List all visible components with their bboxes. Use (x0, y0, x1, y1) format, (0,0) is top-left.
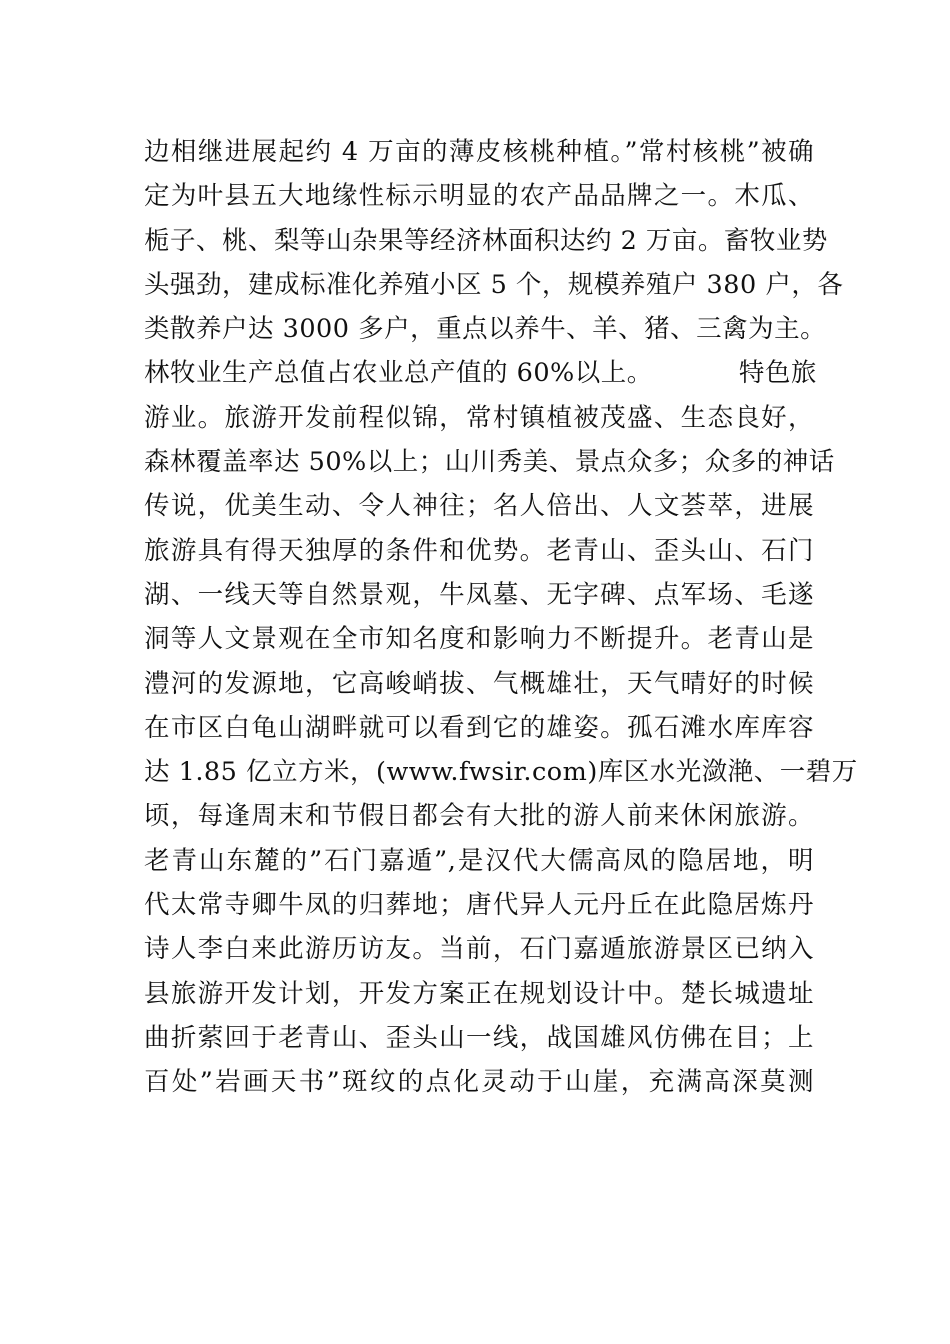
text-line: 百处”岩画天书”斑纹的点化灵动于山崖，充满高深莫测 (144, 1067, 814, 1098)
text-line: 旅游具有得天独厚的条件和优势。老青山、歪头山、石门 (144, 535, 814, 566)
body-text (144, 130, 858, 1105)
text-line: 林牧业生产总值占农业总产值的 60%以上。 特色旅 (144, 358, 817, 389)
text-line: 在市区白龟山湖畔就可以看到它的雄姿。孤石滩水库库容 (144, 712, 814, 743)
text-line: 湖、一线天等自然景观，牛凤墓、无字碑、点军场、毛遂 (144, 579, 814, 610)
text-line: 澧河的发源地，它高峻峭拔、气概雄壮，天气晴好的时候 (144, 668, 814, 699)
text-line: 代太常寺卿牛凤的归葬地；唐代异人元丹丘在此隐居炼丹 (144, 890, 814, 921)
text-line: 洞等人文景观在全市知名度和影响力不断提升。老青山是 (144, 624, 814, 655)
text-line: 达 1.85 亿立方米，(www.fwsir.com)库区水光潋滟、一碧万 (144, 757, 858, 788)
text-line: 游业。旅游开发前程似锦，常村镇植被茂盛、生态良好， (144, 402, 814, 433)
text-line: 类散养户达 3000 多户，重点以养牛、羊、猪、三禽为主。 (144, 314, 827, 345)
text-line: 边相继进展起约 4 万亩的薄皮核桃种植。”常村核桃”被确 (144, 137, 814, 167)
text-line: 顷，每逢周末和节假日都会有大批的游人前来休闲旅游。 (144, 801, 814, 832)
text-line: 栀子、桃、梨等山杂果等经济林面积达约 2 万亩。畜牧业势 (144, 225, 828, 256)
text-line: 传说，优美生动、令人神往；名人倍出、人文荟萃，进展 (144, 491, 814, 522)
text-line: 定为叶县五大地缘性标示明显的农产品品牌之一。木瓜、 (144, 181, 814, 212)
text-line: 森林覆盖率达 50%以上；山川秀美、景点众多；众多的神话 (144, 447, 835, 478)
text-line: 县旅游开发计划，开发方案正在规划设计中。楚长城遗址 (144, 978, 814, 1009)
text-line: 诗人李白来此游历访友。当前，石门嘉遁旅游景区已纳入 (144, 934, 814, 965)
text-line: 头强劲，建成标准化养殖小区 5 个，规模养殖户 380 户，各 (144, 269, 844, 300)
text-line: 老青山东麓的”石门嘉遁”,是汉代大儒高凤的隐居地，明 (144, 845, 814, 876)
text-line: 曲折萦回于老青山、歪头山一线，战国雄风仿佛在目；上 (144, 1022, 814, 1053)
